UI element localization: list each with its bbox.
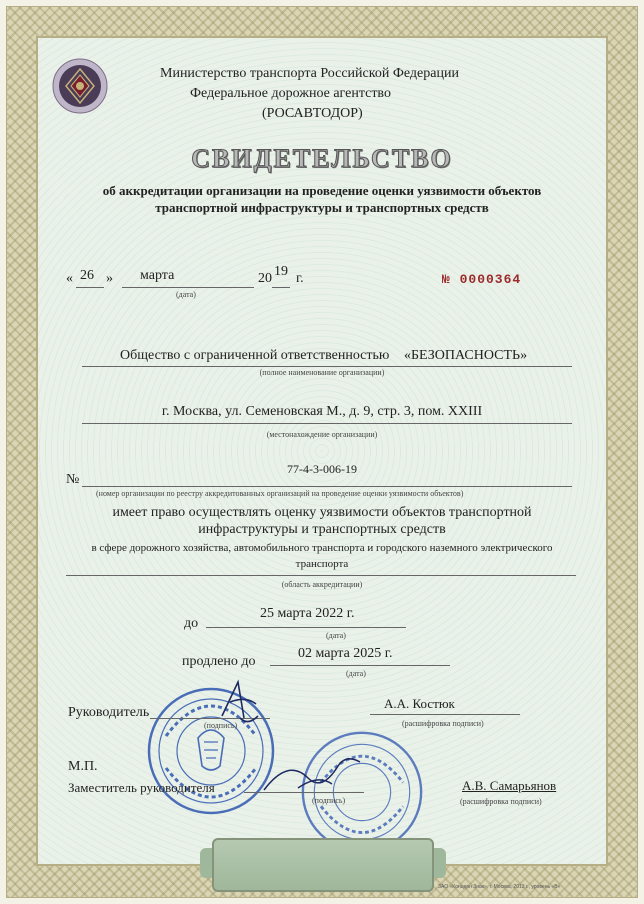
extended-date: 02 марта 2025 г. [298, 646, 393, 661]
rights-line-2: инфраструктуры и транспортных средств [198, 522, 446, 537]
head-sign-caption: (подпись) [204, 721, 238, 730]
scope-caption: (область аккредитации) [281, 580, 363, 589]
scope-line-1: в сфере дорожного хозяйства, автомобильного транспорта и городского наземного электрического [91, 542, 553, 554]
agency-abbr: (РОСАВТОДОР) [262, 106, 363, 121]
document-subtitle-2: транспортной инфраструктуры и транспортных средств [155, 200, 489, 215]
date-open-quote: « [66, 271, 73, 286]
deputy-name: А.В. Самарьянов [462, 778, 557, 793]
reg-caption: (номер организации по реестру аккредитованных организаций на проведение оценки уязвимости объектов) [96, 489, 464, 498]
date-close-quote: » [106, 271, 113, 286]
valid-caption: (дата) [326, 631, 346, 640]
deputy-signature [258, 748, 368, 798]
bottom-ornament [212, 838, 434, 892]
agency-emblem-icon [52, 58, 108, 114]
scope-line-2: транспорта [295, 558, 349, 570]
rights-line-1: имеет право осуществлять оценку уязвимости объектов транспортной [112, 505, 532, 520]
head-label: Руководитель [68, 705, 150, 720]
date-year-prefix: 20 [258, 271, 272, 286]
reg-number: 77-4-3-006-19 [287, 462, 357, 476]
date-year-unit: г. [296, 271, 304, 286]
date-caption: (дата) [176, 290, 196, 299]
document-title: СВИДЕТЕЛЬСТВО [191, 144, 453, 173]
extended-caption: (дата) [346, 669, 366, 678]
reg-symbol: № [66, 472, 80, 487]
org-name: «БЕЗОПАСНОСТЬ» [404, 348, 528, 363]
valid-label: до [184, 616, 199, 631]
date-month: марта [140, 268, 175, 283]
date-day: 26 [80, 268, 94, 283]
ministry-name: Министерство транспорта Российской Федерации [160, 66, 459, 81]
org-name-caption: (полное наименование организации) [259, 368, 385, 377]
extended-label: продлено до [182, 654, 256, 669]
stamp-place-mark: М.П. [68, 759, 98, 774]
head-name: А.А. Костюк [384, 696, 455, 711]
date-year-suffix: 19 [274, 264, 288, 279]
agency-name: Федеральное дорожное агентство [190, 86, 391, 101]
certificate-number: № 0000364 [442, 272, 522, 287]
deputy-name-caption: (расшифровка подписи) [460, 797, 542, 806]
deputy-label: Заместитель руководителя [68, 780, 215, 795]
org-name-prefix: Общество с ограниченной ответственностью [120, 348, 390, 363]
head-signature [210, 672, 270, 732]
org-address: г. Москва, ул. Семеновская М., д. 9, стр. 3, пом. XXIII [161, 404, 483, 419]
printer-info: ЗАО «Концерн Знак», г. Москва, 2013 г., уровень «В» [438, 884, 561, 890]
org-address-caption: (местонахождение организации) [266, 430, 378, 439]
document-subtitle-1: об аккредитации организации на проведение оценки уязвимости объектов [102, 183, 542, 198]
head-name-caption: (расшифровка подписи) [402, 719, 484, 728]
deputy-sign-caption: (подпись) [312, 796, 346, 805]
valid-date: 25 марта 2022 г. [260, 606, 355, 621]
